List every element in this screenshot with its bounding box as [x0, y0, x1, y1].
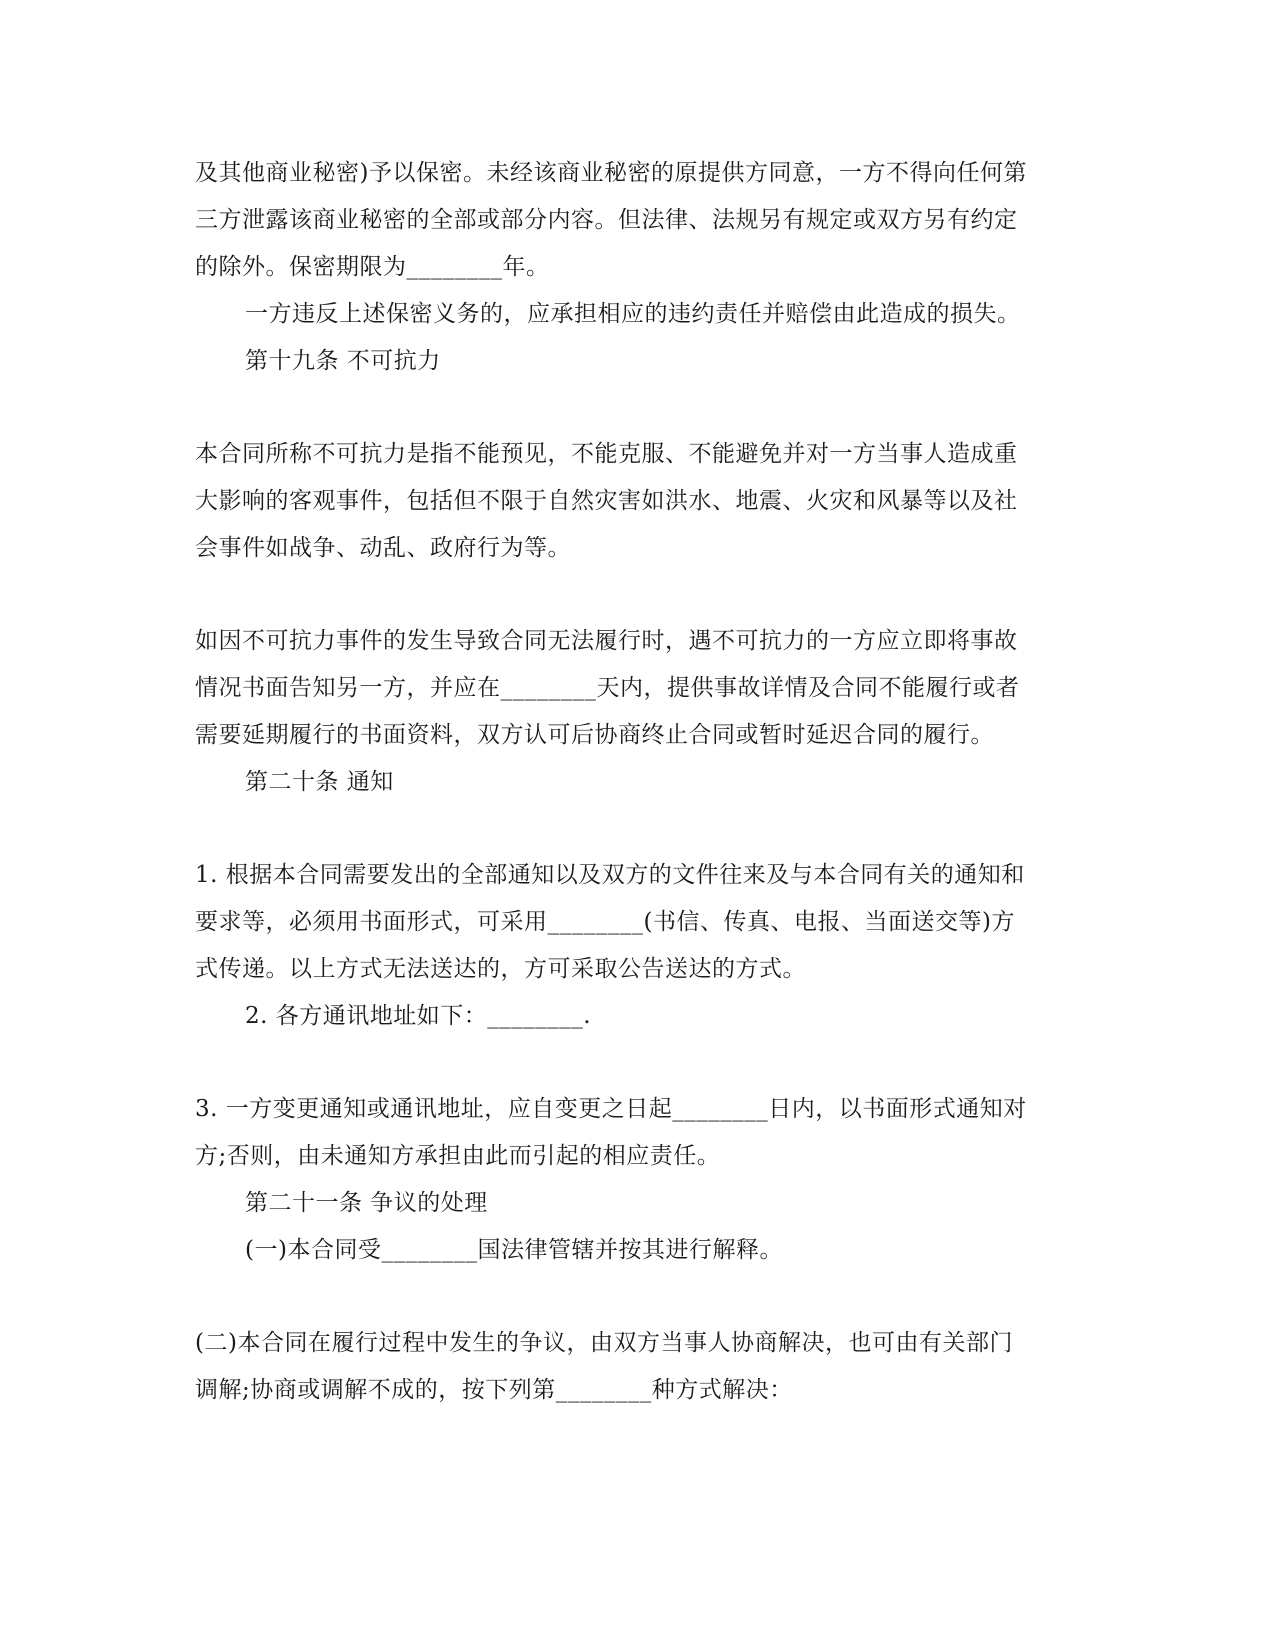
- text-line: 三方泄露该商业秘密的全部或部分内容。但法律、法规另有规定或双方另有约定: [195, 207, 1018, 233]
- text-line: (二)本合同在履行过程中发生的争议，由双方当事人协商解决，也可由有关部门: [195, 1330, 1013, 1356]
- text-line: 及其他商业秘密)予以保密。未经该商业秘密的原提供方同意，一方不得向任何第: [195, 160, 1027, 186]
- text-line: 情况书面告知另一方，并应在________天内，提供事故详情及合同不能履行或者: [195, 675, 1020, 701]
- text-line: 如因不可抗力事件的发生导致合同无法履行时，遇不可抗力的一方应立即将事故: [195, 628, 1018, 654]
- text-line: 本合同所称不可抗力是指不能预见，不能克服、不能避免并对一方当事人造成重: [195, 441, 1018, 467]
- text-line: 会事件如战争、动乱、政府行为等。: [195, 535, 571, 561]
- text-line: (一)本合同受________国法律管辖并按其进行解释。: [245, 1237, 783, 1263]
- text-line: 式传递。以上方式无法送达的，方可采取公告送达的方式。: [195, 956, 806, 982]
- section-heading: 第二十条 通知: [245, 769, 394, 795]
- text-line: 一方违反上述保密义务的，应承担相应的违约责任并赔偿由此造成的损失。: [245, 301, 1021, 327]
- text-line: 1. 根据本合同需要发出的全部通知以及双方的文件往来及与本合同有关的通知和: [195, 862, 1025, 888]
- section-heading: 第十九条 不可抗力: [245, 348, 441, 374]
- text-line: 的除外。保密期限为________年。: [195, 254, 550, 280]
- text-line: 需要延期履行的书面资料，双方认可后协商终止合同或暂时延迟合同的履行。: [195, 722, 994, 748]
- text-line: 要求等，必须用书面形式，可采用________(书信、传真、电报、当面送交等)方: [195, 909, 1015, 935]
- section-heading: 第二十一条 争议的处理: [245, 1190, 488, 1216]
- text-line: 3. 一方变更通知或通讯地址，应自变更之日起________日内，以书面形式通知对: [195, 1096, 1027, 1122]
- text-line: 调解;协商或调解不成的，按下列第________种方式解决：: [195, 1377, 793, 1403]
- text-line: 大影响的客观事件，包括但不限于自然灾害如洪水、地震、火灾和风暴等以及社: [195, 488, 1018, 514]
- text-line: 方;否则，由未通知方承担由此而引起的相应责任。: [195, 1143, 721, 1169]
- text-line: 2. 各方通讯地址如下：________.: [245, 1003, 592, 1029]
